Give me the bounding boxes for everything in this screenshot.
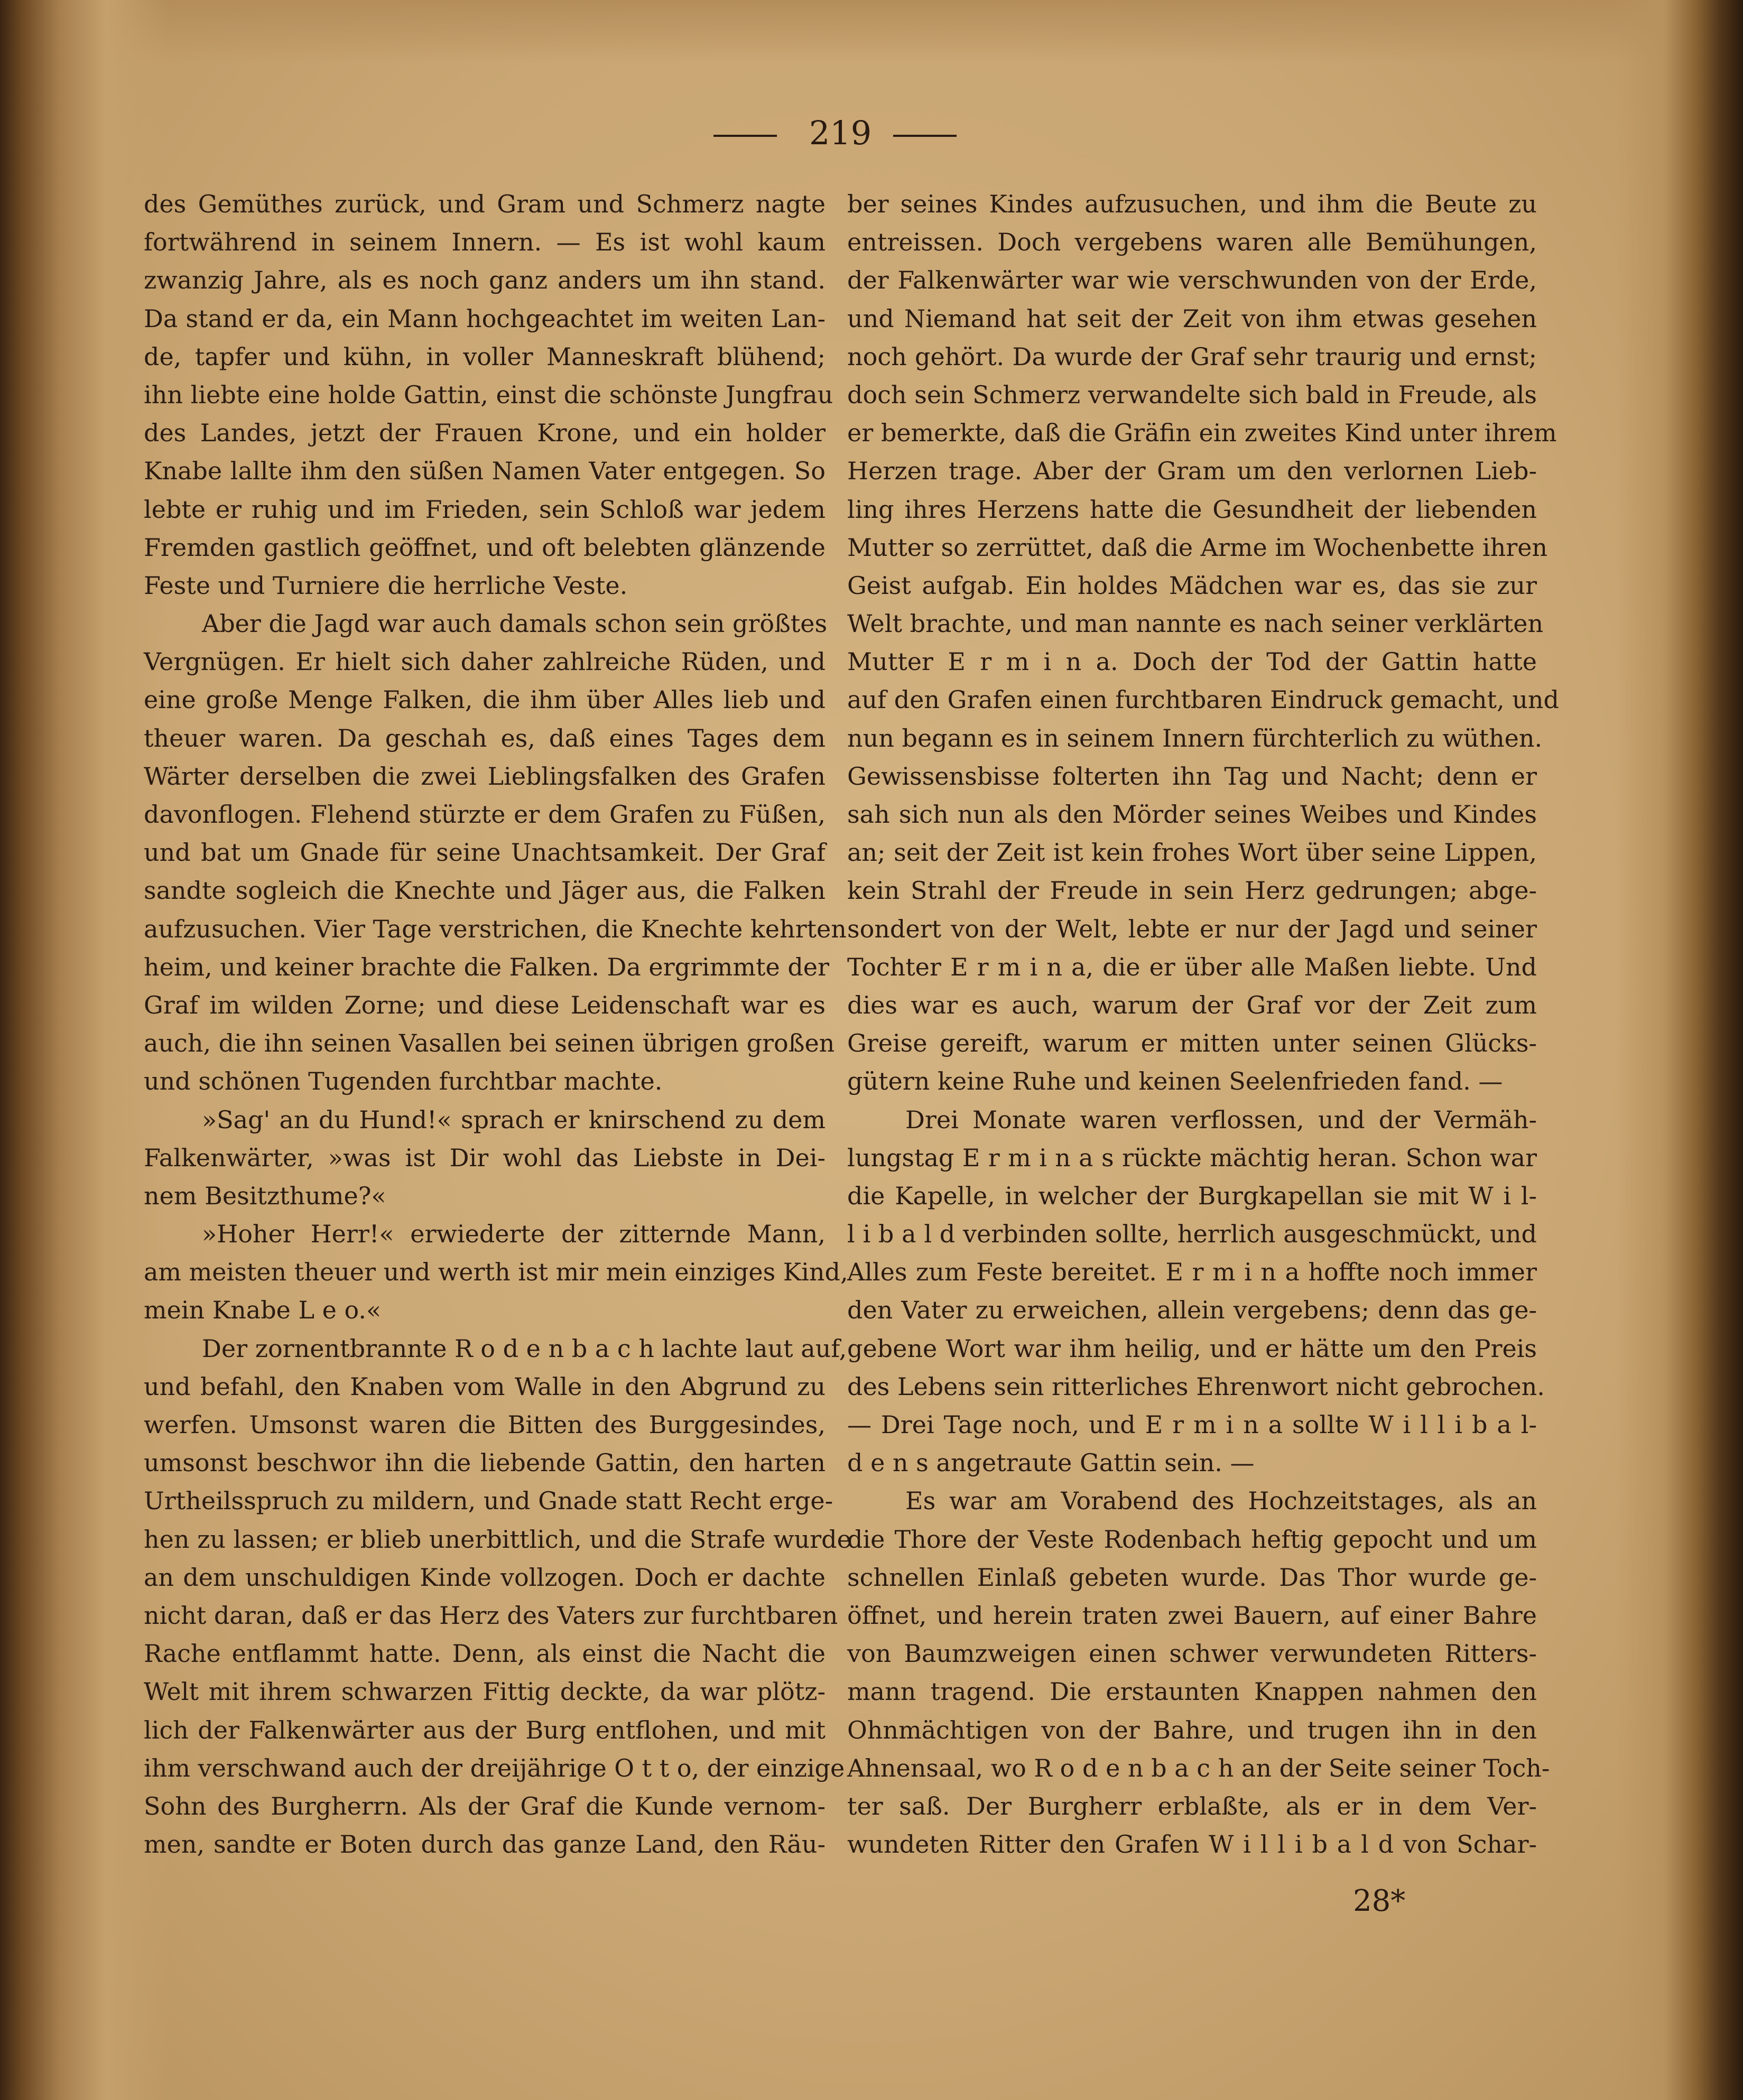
text-line: »Sag' an du Hund!« sprach er knirschend zu dem [202, 1105, 826, 1134]
text-line: und bat um Gnade für seine Unachtsamkeit. Der Graf [144, 838, 826, 867]
text-line: zwanzig Jahre, als es noch ganz anders um ihn stand. [144, 266, 826, 295]
left-column [144, 185, 851, 1863]
text-line: den Vater zu erweichen, allein vergebens; denn das ge- [847, 1296, 1537, 1325]
text-line: davonflogen. Flehend stürzte er dem Grafen zu Füßen, [144, 800, 826, 829]
text-line: die Thore der Veste Rodenbach heftig gepocht und um [847, 1525, 1537, 1554]
text-line: Welt mit ihrem schwarzen Fittig deckte, da war plötz- [144, 1677, 826, 1706]
text-line: auf den Grafen einen furchtbaren Eindruck gemacht, und [847, 685, 1559, 714]
text-line: mein Knabe L e o.« [144, 1296, 382, 1325]
paragraph [847, 1482, 1550, 1863]
text-line: Mutter E r m i n a. Doch der Tod der Gattin hatte [847, 647, 1537, 676]
text-line: Rache entflammt hatte. Denn, als einst die Nacht die [144, 1639, 826, 1668]
text-line: ber seines Kindes aufzusuchen, und ihm die Beute zu [847, 190, 1537, 218]
page-number: 219 [809, 114, 872, 152]
text-line: fortwährend in seinem Innern. — Es ist wohl kaum [144, 228, 826, 257]
text-line: Es war am Vorabend des Hochzeitstages, als an [905, 1486, 1537, 1516]
text-line: von Baumzweigen einen schwer verwundeten Ritters- [847, 1639, 1537, 1668]
text-line: Greise gereift, warum er mitten unter seinen Glücks- [847, 1029, 1537, 1058]
text-line: werfen. Umsonst waren die Bitten des Burggesindes, [144, 1410, 826, 1439]
text-line: gütern keine Ruhe und keinen Seelenfrieden fand. — [847, 1067, 1503, 1096]
text-line: lebte er ruhig und im Frieden, sein Schloß war jedem [144, 495, 826, 524]
paragraph [144, 185, 833, 605]
text-line: lungstag E r m i n a s rückte mächtig heran. Schon war [847, 1143, 1537, 1172]
text-line: Falkenwärter, »was ist Dir wohl das Liebste in Dei- [144, 1143, 826, 1172]
text-line: mann tragend. Die erstaunten Knappen nahmen den [847, 1677, 1537, 1706]
text-line: er bemerkte, daß die Gräfin ein zweites Kind unter ihrem [847, 419, 1557, 448]
text-line: und befahl, den Knaben vom Walle in den Abgrund zu [144, 1372, 826, 1401]
text-line: schnellen Einlaß gebeten wurde. Das Thor wurde ge- [847, 1563, 1537, 1592]
text-line: aufzusuchen. Vier Tage verstrichen, die Knechte kehrten [144, 914, 847, 943]
paragraph [144, 605, 847, 1100]
text-line: öffnet, und herein traten zwei Bauern, auf einer Bahre [847, 1601, 1537, 1630]
text-line: l i b a l d verbinden sollte, herrlich ausgeschmückt, und [847, 1220, 1537, 1249]
text-line: Vergnügen. Er hielt sich daher zahlreiche Rüden, und [144, 647, 826, 676]
text-line: und schönen Tugenden furchtbar machte. [144, 1067, 663, 1096]
text-line: Der zornentbrannte R o d e n b a c h lachte laut auf, [202, 1334, 847, 1363]
text-line: noch gehört. Da wurde der Graf sehr traurig und ernst; [847, 342, 1537, 371]
text-line: des Lebens sein ritterliches Ehrenwort nicht gebrochen. [847, 1372, 1545, 1401]
text-line: hen zu lassen; er blieb unerbittlich, und die Strafe wurde [144, 1525, 851, 1554]
paragraph [144, 1330, 851, 1864]
right-column [847, 185, 1559, 1863]
text-line: Graf im wilden Zorne; und diese Leidenschaft war es [144, 990, 826, 1019]
text-line: Geist aufgab. Ein holdes Mädchen war es, das sie zur [847, 571, 1537, 600]
text-line: Mutter so zerrüttet, daß die Arme im Wochenbette ihren [847, 533, 1548, 562]
text-line: sah sich nun als den Mörder seines Weibes und Kindes [847, 800, 1537, 829]
header-rule-left [713, 135, 777, 137]
text-line: Sohn des Burgherrn. Als der Graf die Kunde vernom- [144, 1791, 826, 1820]
text-line: lich der Falkenwärter aus der Burg entflohen, und mit [144, 1715, 826, 1744]
text-line: eine große Menge Falken, die ihm über Alles lieb und [144, 685, 826, 714]
text-line: an; seit der Zeit ist kein frohes Wort über seine Lippen, [847, 838, 1537, 867]
text-line: nun begann es in seinem Innern fürchterlich zu wüthen. [847, 723, 1543, 752]
text-line: ihm verschwand auch der dreijährige O t t o, der einzige [144, 1753, 845, 1782]
text-line: nicht daran, daß er das Herz des Vaters zur furchtbaren [144, 1601, 838, 1630]
text-line: sondert von der Welt, lebte er nur der Jagd und seiner [847, 914, 1537, 943]
text-line: umsonst beschwor ihn die liebende Gattin, den harten [144, 1448, 826, 1478]
paragraph [144, 1215, 848, 1330]
text-line: heim, und keiner brachte die Falken. Da ergrimmte der [144, 952, 830, 981]
text-line: ihn liebte eine holde Gattin, einst die schönste Jungfrau [144, 380, 833, 409]
text-line: Wärter derselben die zwei Lieblingsfalken des Grafen [144, 761, 826, 791]
text-line: Gewissensbisse folterten ihn Tag und Nacht; denn er [847, 761, 1537, 791]
text-line: doch sein Schmerz verwandelte sich bald in Freude, als [847, 380, 1537, 409]
text-line: wundeten Ritter den Grafen W i l l i b a l d von Schar- [847, 1830, 1537, 1859]
signature-mark: 28* [1353, 1884, 1406, 1918]
text-line: Ahnensaal, wo R o d e n b a c h an der Seite seiner Toch- [847, 1753, 1550, 1782]
text-line: d e n s angetraute Gattin sein. — [847, 1448, 1255, 1478]
text-line: nem Besitzthume?« [144, 1181, 386, 1210]
text-line: — Drei Tage noch, und E r m i n a sollte W i l l i b a l- [847, 1410, 1537, 1439]
text-line: der Falkenwärter war wie verschwunden von der Erde, [847, 266, 1537, 295]
text-line: Herzen trage. Aber der Gram um den verlornen Lieb- [847, 457, 1537, 486]
text-line: »Hoher Herr!« erwiederte der zitternde Mann, [202, 1220, 826, 1249]
text-line: am meisten theuer und werth ist mir mein einziges Kind, [144, 1258, 848, 1287]
text-line: an dem unschuldigen Kinde vollzogen. Doch er dachte [144, 1563, 826, 1592]
text-line: de, tapfer und kühn, in voller Manneskraft blühend; [144, 342, 826, 371]
paragraph [847, 1101, 1545, 1482]
text-line: Alles zum Feste bereitet. E r m i n a hoffte noch immer [847, 1258, 1537, 1287]
text-line: Feste und Turniere die herrliche Veste. [144, 571, 628, 600]
text-line: des Landes, jetzt der Frauen Krone, und ein holder [144, 419, 826, 448]
text-line: entreissen. Doch vergebens waren alle Bemühungen, [847, 228, 1537, 257]
text-line: Fremden gastlich geöffnet, und oft belebten glänzende [144, 533, 826, 562]
text-line: Knabe lallte ihm den süßen Namen Vater entgegen. So [144, 457, 826, 486]
text-line: die Kapelle, in welcher der Burgkapellan sie mit W i l- [847, 1181, 1537, 1210]
text-line: Da stand er da, ein Mann hochgeachtet im weiten Lan- [144, 304, 826, 333]
text-line: men, sandte er Boten durch das ganze Land, den Räu- [144, 1830, 826, 1859]
text-line: Welt brachte, und man nannte es nach seiner verklärten [847, 609, 1544, 638]
text-line: Aber die Jagd war auch damals schon sein größtes [202, 609, 828, 638]
paragraph [144, 1101, 826, 1215]
text-line: und Niemand hat seit der Zeit von ihm etwas gesehen [847, 304, 1537, 333]
text-line: des Gemüthes zurück, und Gram und Schmerz nagte [144, 190, 826, 218]
text-line: Ohnmächtigen von der Bahre, und trugen ihn in den [847, 1715, 1537, 1744]
text-line: Tochter E r m i n a, die er über alle Maßen liebte. Und [847, 952, 1537, 981]
text-line: Urtheilsspruch zu mildern, und Gnade statt Recht erge- [144, 1486, 833, 1516]
text-line: ter saß. Der Burgherr erblaßte, als er in dem Ver- [847, 1791, 1537, 1820]
text-line: ling ihres Herzens hatte die Gesundheit der liebenden [847, 495, 1537, 524]
text-line: auch, die ihn seinen Vasallen bei seinen übrigen großen [144, 1029, 835, 1058]
text-line: kein Strahl der Freude in sein Herz gedrungen; abge- [847, 876, 1537, 905]
header-rule-right [893, 135, 957, 137]
paragraph [847, 185, 1559, 1101]
text-line: sandte sogleich die Knechte und Jäger aus, die Falken [144, 876, 826, 905]
text-line: dies war es auch, warum der Graf vor der Zeit zum [847, 990, 1537, 1019]
text-line: theuer waren. Da geschah es, daß eines Tages dem [144, 723, 826, 752]
text-line: gebene Wort war ihm heilig, und er hätte um den Preis [847, 1334, 1537, 1363]
text-line: Drei Monate waren verflossen, und der Vermäh- [905, 1105, 1537, 1134]
